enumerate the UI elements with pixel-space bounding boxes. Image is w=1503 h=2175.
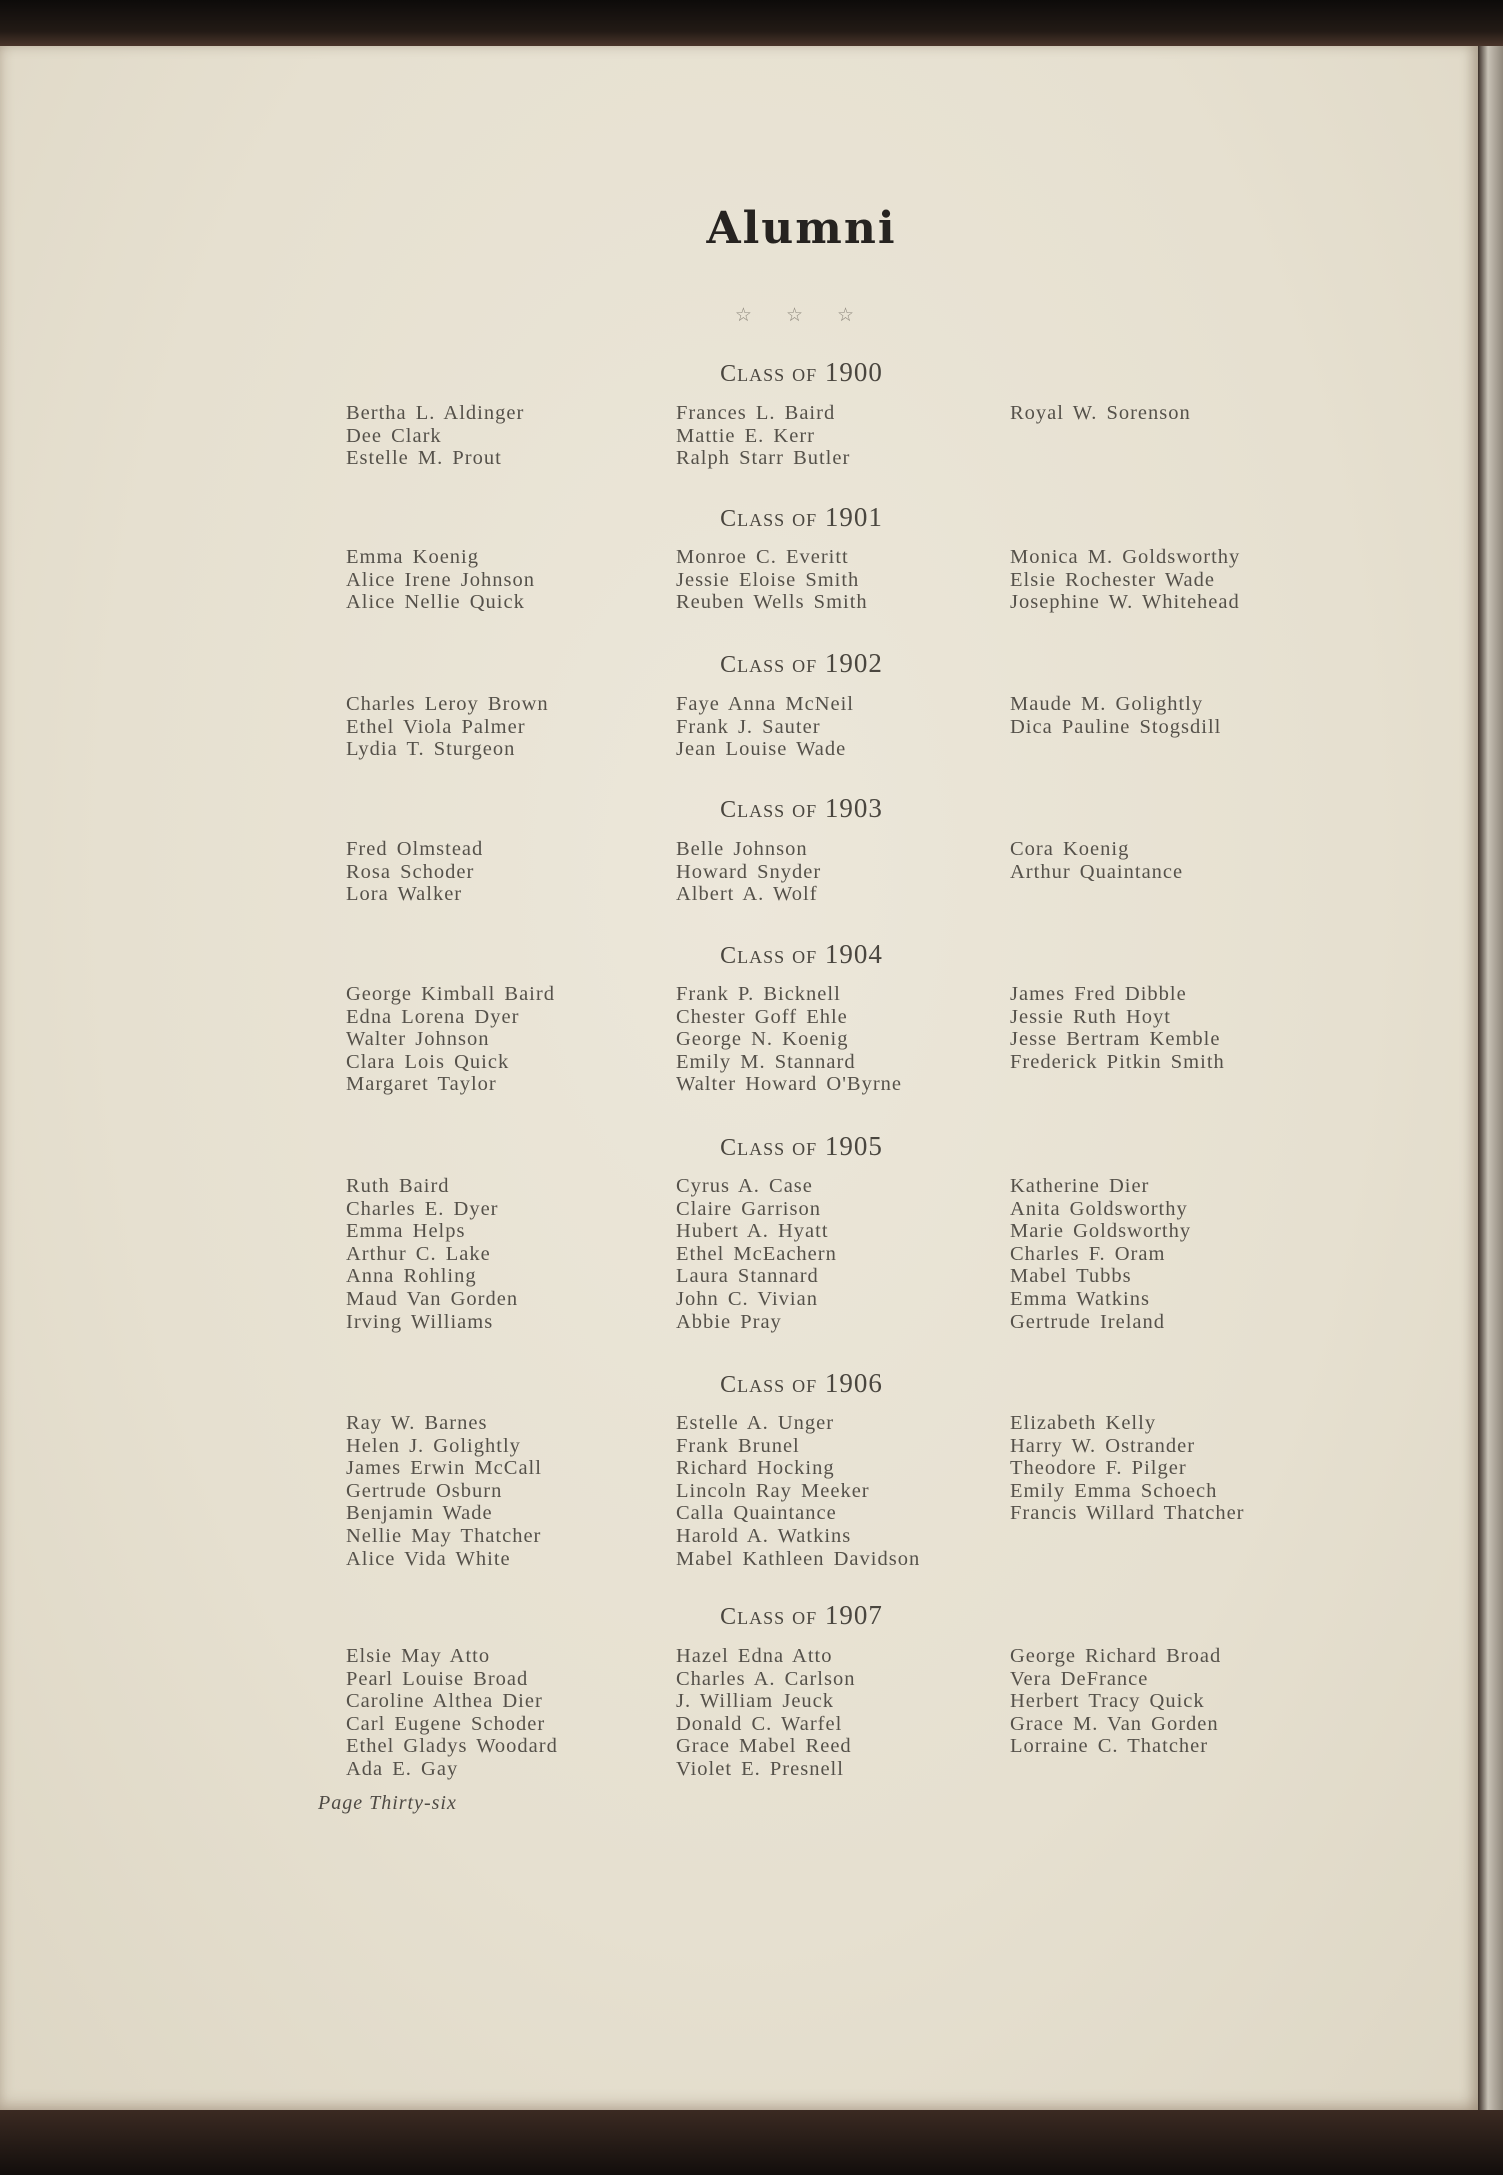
alumnus-name: George N. Koenig [676, 1028, 849, 1051]
alumnus-name: Anita Goldsworthy [1010, 1197, 1188, 1220]
name-column [346, 1412, 542, 1570]
alumnus-name: Theodore F. Pilger [1010, 1457, 1187, 1480]
name-column [346, 402, 524, 470]
class-year: 1903 [817, 793, 883, 823]
name-column [1010, 1175, 1191, 1333]
alumnus-name: Pearl Louise Broad [346, 1667, 529, 1690]
name-column [676, 693, 854, 761]
class-heading [0, 648, 1503, 679]
class-year: 1904 [817, 939, 883, 969]
alumnus-name: Alice Vida White [346, 1547, 511, 1570]
alumnus-name: Donald C. Warfel [676, 1712, 843, 1735]
alumnus-name: Jean Louise Wade [676, 738, 847, 761]
alumnus-name: Emma Koenig [346, 546, 479, 568]
name-column [676, 1175, 837, 1333]
class-heading [0, 939, 1503, 970]
alumnus-name: Mabel Kathleen Davidson [676, 1547, 921, 1570]
page-title: Alumni [706, 203, 897, 254]
page-number: Page Thirty-six [318, 1792, 457, 1814]
class-year: 1905 [817, 1131, 883, 1161]
alumnus-name: James Fred Dibble [1010, 983, 1187, 1005]
alumnus-name: Benjamin Wade [346, 1502, 493, 1525]
alumnus-name: Jessie Eloise Smith [676, 568, 860, 591]
alumnus-name: Dee Clark [346, 424, 442, 447]
alumnus-name: Grace Mabel Reed [676, 1735, 852, 1758]
alumnus-name: Harold A. Watkins [676, 1524, 852, 1547]
alumnus-name: Rosa Schoder [346, 860, 475, 883]
alumnus-name: Charles F. Oram [1010, 1242, 1166, 1265]
alumnus-name: Abbie Pray [676, 1310, 782, 1333]
alumnus-name: James Erwin McCall [346, 1457, 542, 1480]
alumnus-name: Laura Stannard [676, 1265, 819, 1288]
scan-border-bottom [0, 2110, 1503, 2175]
class-heading-label: CLASS OF [720, 943, 818, 969]
class-year: 1902 [817, 648, 883, 678]
alumnus-name: Frances L. Baird [676, 402, 836, 424]
alumnus-name: Belle Johnson [676, 838, 808, 860]
alumnus-name: Chester Goff Ehle [676, 1005, 848, 1028]
alumnus-name: Walter Johnson [346, 1028, 490, 1051]
alumnus-name: Ethel Gladys Woodard [346, 1735, 558, 1758]
name-column [346, 1645, 558, 1781]
alumnus-name: Maude M. Golightly [1010, 693, 1204, 715]
class-heading [0, 1600, 1503, 1631]
alumnus-name: Elsie Rochester Wade [1010, 568, 1215, 591]
alumnus-name: Helen J. Golightly [346, 1434, 521, 1457]
alumnus-name: Albert A. Wolf [676, 883, 818, 906]
class-heading-label: CLASS OF [720, 1604, 818, 1630]
alumnus-name: Emily M. Stannard [676, 1050, 856, 1073]
alumnus-name: Bertha L. Aldinger [346, 402, 525, 424]
class-year: 1901 [817, 502, 883, 532]
alumnus-name: Howard Snyder [676, 860, 822, 883]
name-column [346, 546, 535, 614]
alumnus-name: Vera DeFrance [1010, 1667, 1149, 1690]
alumnus-name: Calla Quaintance [676, 1502, 837, 1525]
alumnus-name: George Richard Broad [1010, 1645, 1222, 1667]
alumnus-name: Reuben Wells Smith [676, 591, 868, 614]
alumnus-name: Richard Hocking [676, 1457, 835, 1480]
alumnus-name: Hubert A. Hyatt [676, 1220, 829, 1243]
alumnus-name: Lorraine C. Thatcher [1010, 1735, 1209, 1758]
class-year: 1906 [817, 1368, 883, 1398]
alumnus-name: Margaret Taylor [346, 1073, 497, 1096]
class-heading-label: CLASS OF [720, 361, 818, 387]
alumnus-name: Dica Pauline Stogsdill [1010, 715, 1222, 738]
alumnus-name: Caroline Althea Dier [346, 1690, 543, 1713]
name-column [346, 1175, 518, 1333]
name-column [1010, 402, 1191, 425]
alumnus-name: Edna Lorena Dyer [346, 1005, 520, 1028]
alumnus-name: Ralph Starr Butler [676, 447, 851, 470]
name-column [1010, 983, 1225, 1073]
name-column [676, 546, 868, 614]
alumnus-name: Alice Irene Johnson [346, 568, 535, 591]
class-heading-label: CLASS OF [720, 1135, 818, 1161]
alumnus-name: Ray W. Barnes [346, 1412, 488, 1434]
alumnus-name: Gertrude Ireland [1010, 1310, 1166, 1333]
alumnus-name: Irving Williams [346, 1310, 494, 1333]
alumnus-name: Carl Eugene Schoder [346, 1712, 546, 1735]
alumnus-name: Hazel Edna Atto [676, 1645, 833, 1667]
alumnus-name: Frank Brunel [676, 1434, 800, 1457]
name-column [676, 1412, 920, 1570]
alumnus-name: Claire Garrison [676, 1197, 821, 1220]
alumnus-name: Lydia T. Sturgeon [346, 738, 516, 761]
class-heading-label: CLASS OF [720, 506, 818, 532]
alumnus-name: Lora Walker [346, 883, 463, 906]
alumnus-name: Gertrude Osburn [346, 1479, 503, 1502]
name-column [676, 402, 850, 470]
alumnus-name: Charles E. Dyer [346, 1197, 499, 1220]
alumnus-name: Royal W. Sorenson [1010, 402, 1191, 424]
alumnus-name: Monica M. Goldsworthy [1010, 546, 1241, 568]
alumnus-name: Cora Koenig [1010, 838, 1130, 860]
alumnus-name: Walter Howard O'Byrne [676, 1073, 903, 1096]
alumnus-name: Estelle A. Unger [676, 1412, 835, 1434]
alumnus-name: Katherine Dier [1010, 1175, 1150, 1197]
alumnus-name: Marie Goldsworthy [1010, 1220, 1192, 1243]
alumnus-name: Lincoln Ray Meeker [676, 1479, 870, 1502]
name-column [346, 838, 483, 906]
alumnus-name: Violet E. Presnell [676, 1757, 844, 1780]
alumnus-name: Frank P. Bicknell [676, 983, 841, 1005]
alumnus-name: Frederick Pitkin Smith [1010, 1050, 1225, 1073]
alumnus-name: Faye Anna McNeil [676, 693, 854, 715]
name-column [346, 983, 555, 1096]
name-column [676, 838, 821, 906]
alumnus-name: Mattie E. Kerr [676, 424, 815, 447]
alumnus-name: Alice Nellie Quick [346, 591, 525, 614]
alumnus-name: Ethel McEachern [676, 1242, 837, 1265]
class-heading [0, 357, 1503, 388]
name-column [1010, 693, 1221, 738]
alumnus-name: Nellie May Thatcher [346, 1524, 542, 1547]
class-year: 1900 [817, 357, 883, 387]
alumnus-name: Ruth Baird [346, 1175, 450, 1197]
alumnus-name: Jesse Bertram Kemble [1010, 1028, 1221, 1051]
scan-border-top [0, 0, 1503, 52]
class-heading [0, 502, 1503, 533]
name-column [1010, 1412, 1245, 1525]
alumnus-name: Anna Rohling [346, 1265, 477, 1288]
name-column [1010, 838, 1183, 883]
alumnus-name: Ada E. Gay [346, 1757, 459, 1780]
alumnus-name: Herbert Tracy Quick [1010, 1690, 1205, 1713]
alumnus-name: Arthur Quaintance [1010, 860, 1184, 883]
star-ornament: ☆ ☆ ☆ [734, 304, 869, 326]
alumnus-name: Charles Leroy Brown [346, 693, 549, 715]
name-column [1010, 546, 1240, 614]
alumnus-name: Harry W. Ostrander [1010, 1434, 1196, 1457]
alumnus-name: Arthur C. Lake [346, 1242, 491, 1265]
class-heading [0, 793, 1503, 824]
alumnus-name: Ethel Viola Palmer [346, 715, 526, 738]
alumnus-name: Emma Helps [346, 1220, 466, 1243]
class-heading-label: CLASS OF [720, 1372, 818, 1398]
alumnus-name: Emma Watkins [1010, 1287, 1150, 1310]
alumnus-name: Charles A. Carlson [676, 1667, 856, 1690]
alumnus-name: Frank J. Sauter [676, 715, 821, 738]
alumnus-name: Elsie May Atto [346, 1645, 491, 1667]
name-column [1010, 1645, 1221, 1758]
alumnus-name: Grace M. Van Gorden [1010, 1712, 1219, 1735]
alumnus-name: J. William Jeuck [676, 1690, 835, 1713]
class-heading [0, 1131, 1503, 1162]
class-heading-label: CLASS OF [720, 652, 818, 678]
alumnus-name: Elizabeth Kelly [1010, 1412, 1157, 1434]
name-column [346, 693, 549, 761]
class-heading-label: CLASS OF [720, 797, 818, 823]
alumnus-name: George Kimball Baird [346, 983, 555, 1005]
class-heading [0, 1368, 1503, 1399]
alumnus-name: Mabel Tubbs [1010, 1265, 1132, 1288]
alumnus-name: Cyrus A. Case [676, 1175, 813, 1197]
name-column [676, 1645, 855, 1781]
alumnus-name: Jessie Ruth Hoyt [1010, 1005, 1171, 1028]
alumnus-name: Francis Willard Thatcher [1010, 1502, 1245, 1525]
class-year: 1907 [817, 1600, 883, 1630]
alumnus-name: Josephine W. Whitehead [1010, 591, 1240, 614]
alumnus-name: Estelle M. Prout [346, 447, 502, 470]
alumnus-name: John C. Vivian [676, 1287, 818, 1310]
alumnus-name: Emily Emma Schoech [1010, 1479, 1218, 1502]
alumnus-name: Maud Van Gorden [346, 1287, 519, 1310]
name-column [676, 983, 902, 1096]
alumnus-name: Monroe C. Everitt [676, 546, 849, 568]
alumnus-name: Clara Lois Quick [346, 1050, 510, 1073]
alumnus-name: Fred Olmstead [346, 838, 484, 860]
